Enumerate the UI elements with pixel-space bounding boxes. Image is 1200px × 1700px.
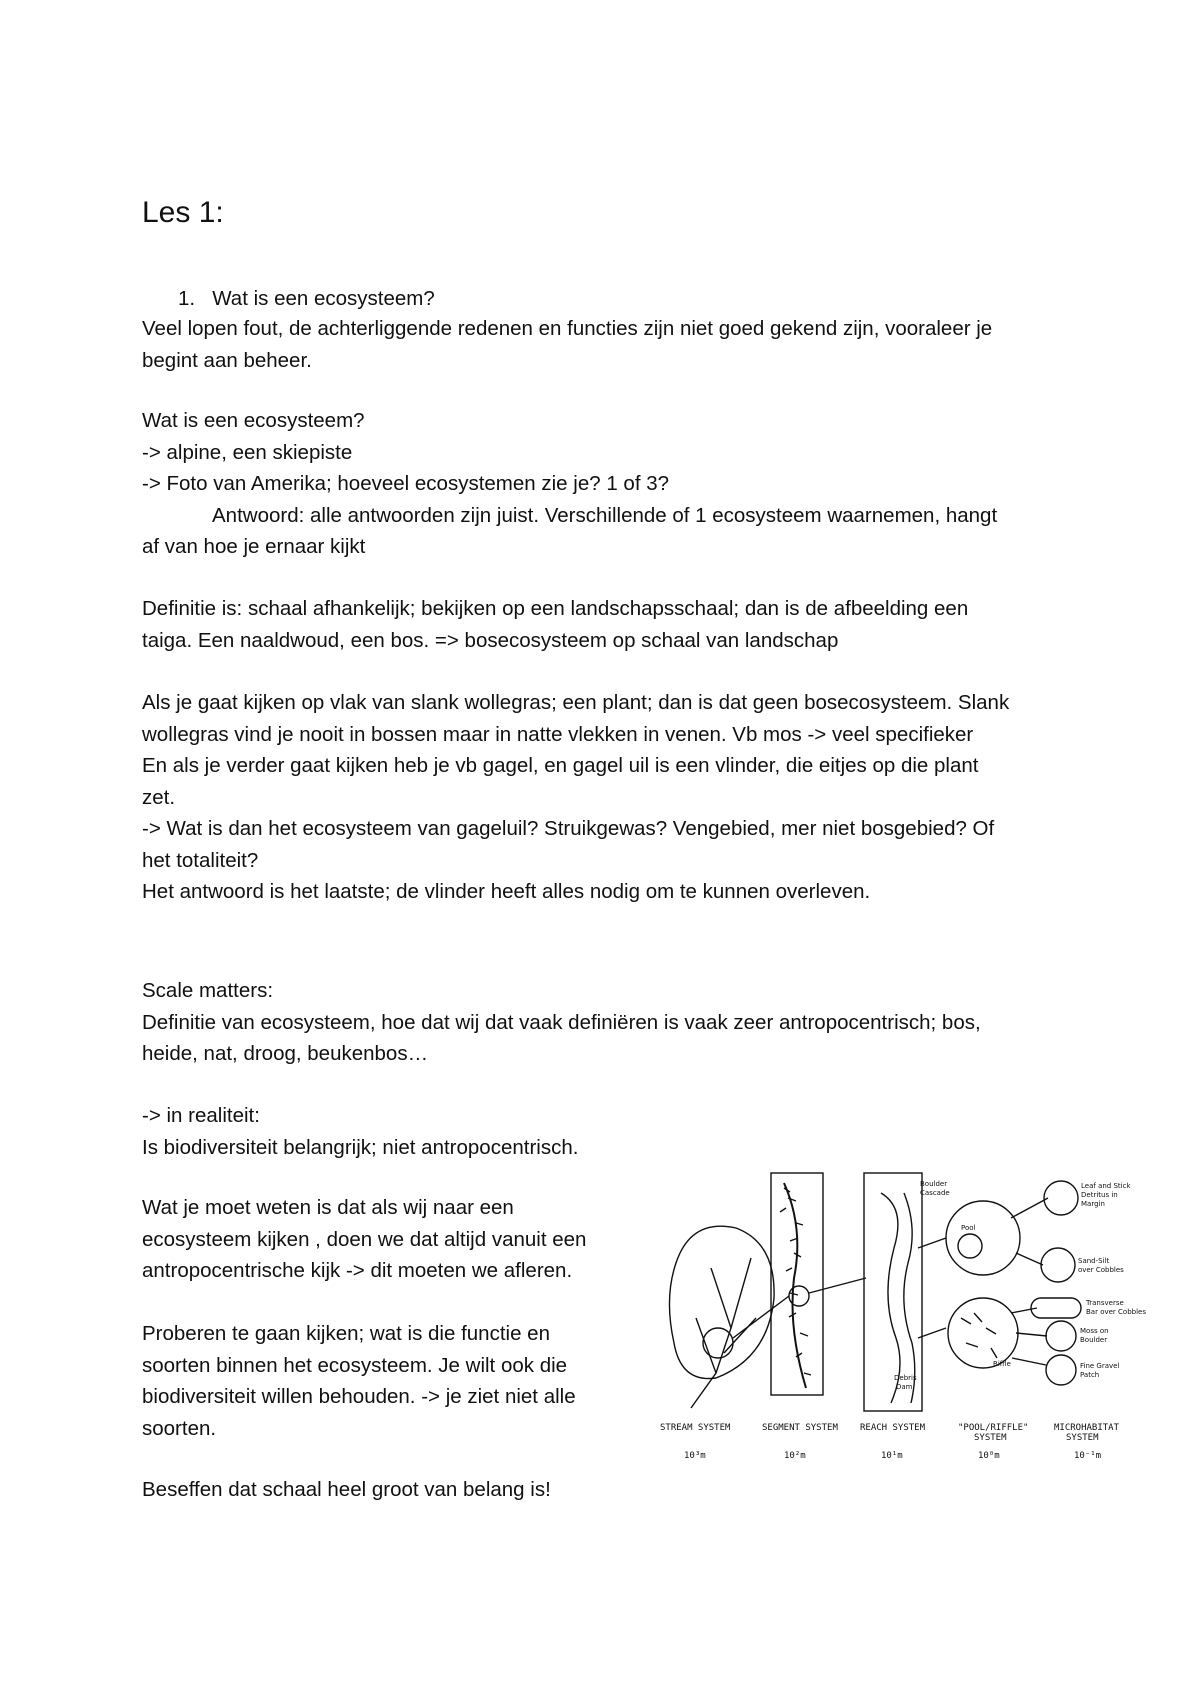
text-line: ecosysteem kijken , doen we dat altijd vanuit een bbox=[142, 1227, 587, 1251]
gravel-label-1: Fine Gravel bbox=[1080, 1362, 1120, 1370]
text-line: soorten binnen het ecosysteem. Je wilt ook die bbox=[142, 1353, 568, 1377]
moss-label-1: Moss on bbox=[1080, 1327, 1109, 1335]
paragraph-8 bbox=[142, 1318, 642, 1444]
text-line: Het antwoord is het laatste; de vlinder heeft alles nodig om te kunnen overleven. bbox=[142, 880, 871, 903]
text-line: -> alpine, een skiepiste bbox=[142, 440, 353, 464]
text-line: taiga. Een naaldwoud, een bos. => bosecosysteem op schaal van landschap bbox=[142, 628, 839, 652]
paragraph-6 bbox=[142, 1100, 1082, 1163]
paragraph-4 bbox=[142, 687, 1082, 908]
segment-river-line bbox=[784, 1183, 806, 1388]
microhabitat-system-label-2: SYSTEM bbox=[1066, 1433, 1099, 1443]
reach-system-label: REACH SYSTEM bbox=[860, 1423, 926, 1433]
gravel-label-2: Patch bbox=[1080, 1371, 1100, 1379]
text-line: Antwoord: alle antwoorden zijn juist. Verschillende of 1 ecosysteem waarnemen, hangt bbox=[212, 503, 998, 527]
paragraph-2 bbox=[142, 405, 1082, 563]
stream-scale: 10³m bbox=[684, 1451, 706, 1461]
transverse-bar-box bbox=[1031, 1298, 1081, 1318]
text-line: Als je gaat kijken op vlak van slank wollegras; een plant; dan is dat geen bosecosysteem. Slank bbox=[142, 691, 1010, 714]
text-line: Definitie is: schaal afhankelijk; bekijken op een landschapsschaal; dan is de afbeelding een bbox=[142, 597, 969, 620]
pool-label: Pool bbox=[961, 1224, 976, 1232]
riffle-circle bbox=[948, 1298, 1018, 1368]
text-line: -> Foto van Amerika; hoeveel ecosystemen zie je? 1 of 3? bbox=[142, 472, 670, 495]
dam-label: Dam bbox=[896, 1383, 913, 1391]
figure-system-labels bbox=[660, 1423, 1120, 1461]
cascade-label: Cascade bbox=[920, 1189, 950, 1197]
sand-label-2: over Cobbles bbox=[1078, 1266, 1124, 1274]
text-line: Definitie van ecosysteem, hoe dat wij dat vaak definiëren is vaak zeer antropocentrisch; bos, bbox=[142, 1010, 981, 1034]
text-line: zet. bbox=[142, 785, 176, 809]
paragraph-7 bbox=[142, 1192, 642, 1287]
list-number: 1. bbox=[178, 287, 196, 310]
leaf-label-1: Leaf and Stick bbox=[1081, 1182, 1131, 1190]
moss-label-2: Boulder bbox=[1080, 1336, 1108, 1344]
text-line: antropocentrische kijk -> dit moeten we afleren. bbox=[142, 1259, 573, 1282]
lesson-title: Les 1: bbox=[142, 196, 224, 229]
numbered-list bbox=[142, 283, 1082, 315]
microhabitat-system-label: MICROHABITAT bbox=[1054, 1423, 1120, 1433]
pool-inner-circle bbox=[958, 1234, 982, 1258]
sand-silt-circle bbox=[1041, 1248, 1075, 1282]
text-line: heide, nat, droog, beukenbos… bbox=[142, 1042, 429, 1065]
text-line: Proberen te gaan kijken; wat is die functie en bbox=[142, 1322, 550, 1345]
text-line: Veel lopen fout, de achterliggende redenen en functies zijn niet goed gekend zijn, vooraleer je bbox=[142, 317, 993, 340]
list-text: Wat is een ecosysteem? bbox=[212, 287, 435, 310]
segment-scale: 10²m bbox=[784, 1451, 806, 1461]
segment-system-label: SEGMENT SYSTEM bbox=[762, 1423, 838, 1433]
transverse-label-2: Bar over Cobbles bbox=[1086, 1308, 1146, 1316]
transverse-label-1: Transverse bbox=[1086, 1299, 1124, 1307]
riffle-label: Riffle bbox=[993, 1360, 1011, 1368]
leaf-label-3: Margin bbox=[1081, 1200, 1105, 1208]
text-line: Is biodiversiteit belangrijk; niet antropocentrisch. bbox=[142, 1135, 579, 1159]
text-line: En als je verder gaat kijken heb je vb gagel, en gagel uil is een vlinder, die eitjes op die plant bbox=[142, 754, 979, 777]
stream-hierarchy-figure bbox=[656, 1168, 1176, 1498]
text-line: Wat je moet weten is dat als wij naar een bbox=[142, 1196, 514, 1219]
list-item-1 bbox=[142, 283, 1082, 315]
stream-system-label: STREAM SYSTEM bbox=[660, 1423, 731, 1433]
fine-gravel-circle bbox=[1046, 1355, 1076, 1385]
pool-circle bbox=[946, 1201, 1020, 1275]
pool-riffle-system-label: "POOL/RIFFLE" bbox=[958, 1423, 1029, 1433]
connector-line bbox=[733, 1278, 866, 1338]
text-line: Scale matters: bbox=[142, 979, 274, 1002]
text-line: -> in realiteit: bbox=[142, 1104, 260, 1127]
text-line: af van hoe je ernaar kijkt bbox=[142, 535, 366, 558]
debris-label: Debris bbox=[894, 1374, 917, 1382]
text-line: Wat is een ecosysteem? bbox=[142, 409, 365, 432]
text-line: wollegras vind je nooit in bossen maar in natte vlekken in venen. Vb mos -> veel specifieker bbox=[142, 722, 974, 746]
microhabitat-scale: 10⁻¹m bbox=[1074, 1451, 1102, 1461]
paragraph-3 bbox=[142, 593, 1082, 656]
pool-riffle-system-label-2: SYSTEM bbox=[974, 1433, 1007, 1443]
sand-label-1: Sand-Silt bbox=[1078, 1257, 1110, 1265]
text-line: begint aan beheer. bbox=[142, 348, 312, 372]
reach-scale: 10¹m bbox=[881, 1451, 903, 1461]
paragraph-5 bbox=[142, 975, 1082, 1070]
paragraph-9 bbox=[142, 1474, 642, 1506]
stream-zoom-circle bbox=[703, 1328, 733, 1358]
text-line: soorten. bbox=[142, 1416, 217, 1440]
segment-box bbox=[771, 1173, 823, 1395]
boulder-label: Boulder bbox=[920, 1180, 948, 1188]
text-line: Beseffen dat schaal heel groot van belang is! bbox=[142, 1478, 551, 1501]
text-line: -> Wat is dan het ecosysteem van gageluil? Struikgewas? Vengebied, mer niet bosgebied? Of bbox=[142, 817, 995, 840]
leaf-label-2: Detritus in bbox=[1081, 1191, 1118, 1199]
stream-network-lines bbox=[691, 1258, 756, 1408]
reach-river-outline bbox=[881, 1193, 915, 1403]
riffle-texture bbox=[961, 1313, 997, 1358]
text-line: biodiversiteit willen behouden. -> je ziet niet alle bbox=[142, 1385, 576, 1408]
moss-circle bbox=[1046, 1321, 1076, 1351]
paragraph-1 bbox=[142, 313, 1082, 376]
leaf-detritus-circle bbox=[1044, 1181, 1078, 1215]
text-line: het totaliteit? bbox=[142, 848, 259, 872]
pool-riffle-scale: 10⁰m bbox=[978, 1451, 1000, 1461]
